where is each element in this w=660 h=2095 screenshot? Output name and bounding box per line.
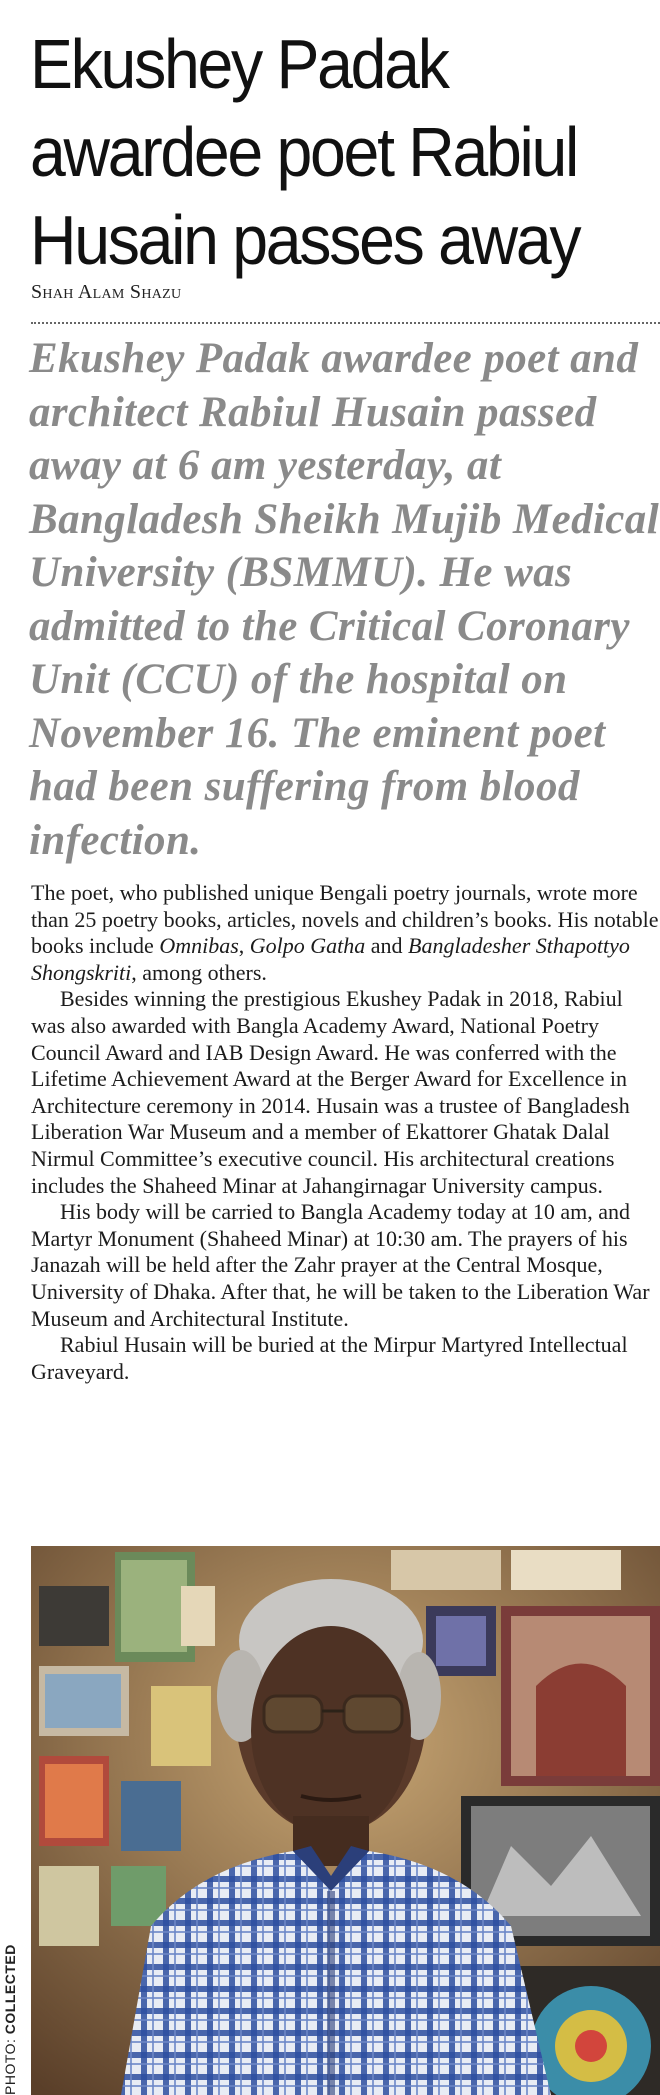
book-title-golpo-gatha: Golpo Gatha: [249, 933, 366, 959]
dotted-divider: [31, 322, 660, 324]
body-paragraph-4: Rabiul Husain will be buried at the Mirpur Martyred Intellectual Graveyard.: [31, 1332, 628, 1384]
paragraph-1-separator-2: and: [365, 933, 409, 959]
portrait-photo: [31, 1546, 660, 2095]
paragraph-1-text-a: The poet, who published unique Bengali poetry journals, wrote more than 25 poetry books, articles, novels and children’s books. His notable books include: [31, 880, 659, 959]
headline: Ekushey Padak awardee poet Rabiul Husain passes away: [30, 25, 580, 279]
paragraph-1-separator-1: ,: [238, 933, 250, 959]
byline: Shah Alam Shazu: [31, 281, 182, 303]
book-title-omnibas: Omnibas: [159, 933, 239, 959]
book-title-sthapottyo: Bangladesher Sthapottyo Shongskriti: [31, 933, 630, 985]
body-paragraph-2: Besides winning the prestigious Ekushey Padak in 2018, Rabiul was also awarded with Bangla Academy Award, National Poetry Council Award and IAB Design Award. He was conferred with the Lifetime Achievement Award at the Berger Award for Excellence in Architecture ceremony in 2014. Husain was a trustee of Bangladesh Liberation War Museum and a member of Ekattorer Ghatak Dalal Nirmul Committee’s executive council. His architectural creations includes the Shaheed Minar at Jahangirnagar University campus.: [31, 986, 630, 1198]
photo-credit-source: COLLECTED: [2, 1944, 18, 2035]
body-paragraph-3: His body will be carried to Bangla Academy today at 10 am, and Martyr Monument (Shaheed Minar) at 10:30 am. The prayers of his Janazah will be held after the Zahr prayer at the Central Mosque, University of Dhaka. After that, he will be taken to the Liberation War Museum and Architectural Institute.: [31, 1199, 650, 1331]
article-body: [31, 880, 660, 1385]
photo-credit-label: PHOTO:: [2, 2034, 18, 2095]
body-paragraph-1: [31, 880, 660, 986]
paragraph-1-text-b: , among others.: [131, 959, 267, 985]
intro-standfirst: Ekushey Padak awardee poet and architect Rabiul Husain passed away at 6 am yesterday, at Bangladesh Sheikh Mujib Medical University (BSMMU). He was admitted to the Critical Coronary Unit (CCU) of the hospital on November 16. The eminent poet had been suffering from blood infection.: [29, 335, 660, 864]
photo-credit: [2, 1944, 18, 2095]
